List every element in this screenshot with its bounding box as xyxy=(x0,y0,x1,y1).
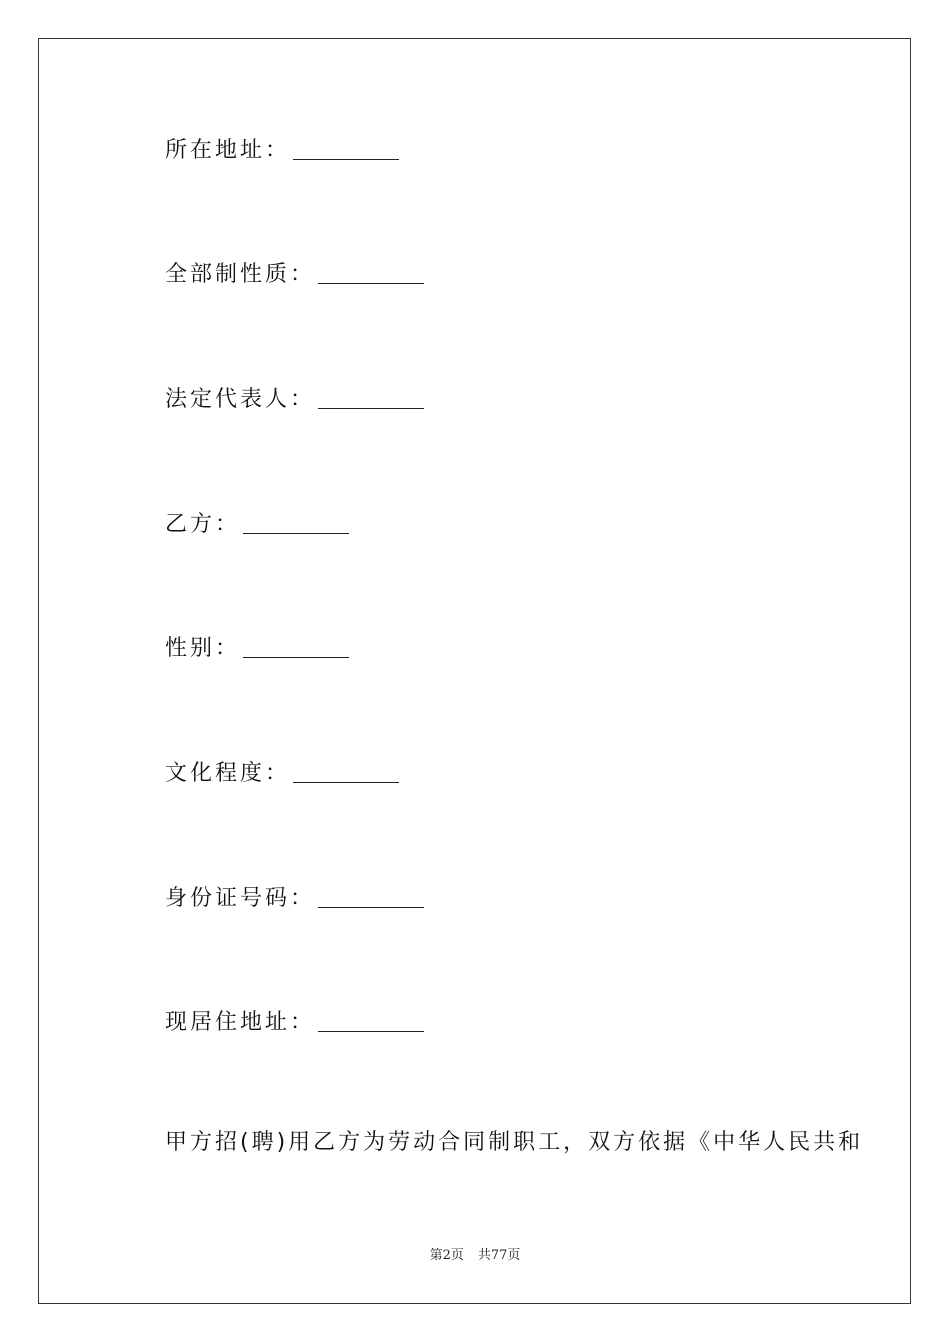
field-label: 现居住地址： xyxy=(165,1010,316,1035)
field-ownership-type xyxy=(165,258,424,288)
fill-in-blank[interactable] xyxy=(318,907,424,908)
field-label: 身份证号码： xyxy=(165,886,316,911)
fill-in-blank[interactable] xyxy=(318,283,424,284)
field-label: 性别： xyxy=(165,636,241,661)
field-legal-representative xyxy=(165,383,424,413)
page-frame xyxy=(38,38,911,1304)
field-education-level xyxy=(165,757,399,787)
page-footer xyxy=(0,1247,950,1265)
fill-in-blank[interactable] xyxy=(293,782,399,783)
fill-in-blank[interactable] xyxy=(243,657,349,658)
field-label: 全部制性质： xyxy=(165,262,316,287)
field-gender xyxy=(165,632,349,662)
field-label: 法定代表人： xyxy=(165,387,316,412)
field-label: 文化程度： xyxy=(165,761,291,786)
field-label: 乙方： xyxy=(165,512,241,537)
fill-in-blank[interactable] xyxy=(318,408,424,409)
current-page-number: 第2页 xyxy=(429,1248,464,1263)
total-page-count: 共77页 xyxy=(477,1248,521,1263)
fill-in-blank[interactable] xyxy=(243,533,349,534)
field-party-b xyxy=(165,508,349,538)
contract-paragraph: 甲方招(聘)用乙方为劳动合同制职工，双方依据《中华人民共和 xyxy=(165,1130,864,1155)
field-label: 所在地址： xyxy=(165,138,291,163)
field-current-address xyxy=(165,1006,424,1036)
field-id-number xyxy=(165,882,424,912)
fill-in-blank[interactable] xyxy=(318,1031,424,1032)
fill-in-blank[interactable] xyxy=(293,159,399,160)
field-address xyxy=(165,134,399,164)
